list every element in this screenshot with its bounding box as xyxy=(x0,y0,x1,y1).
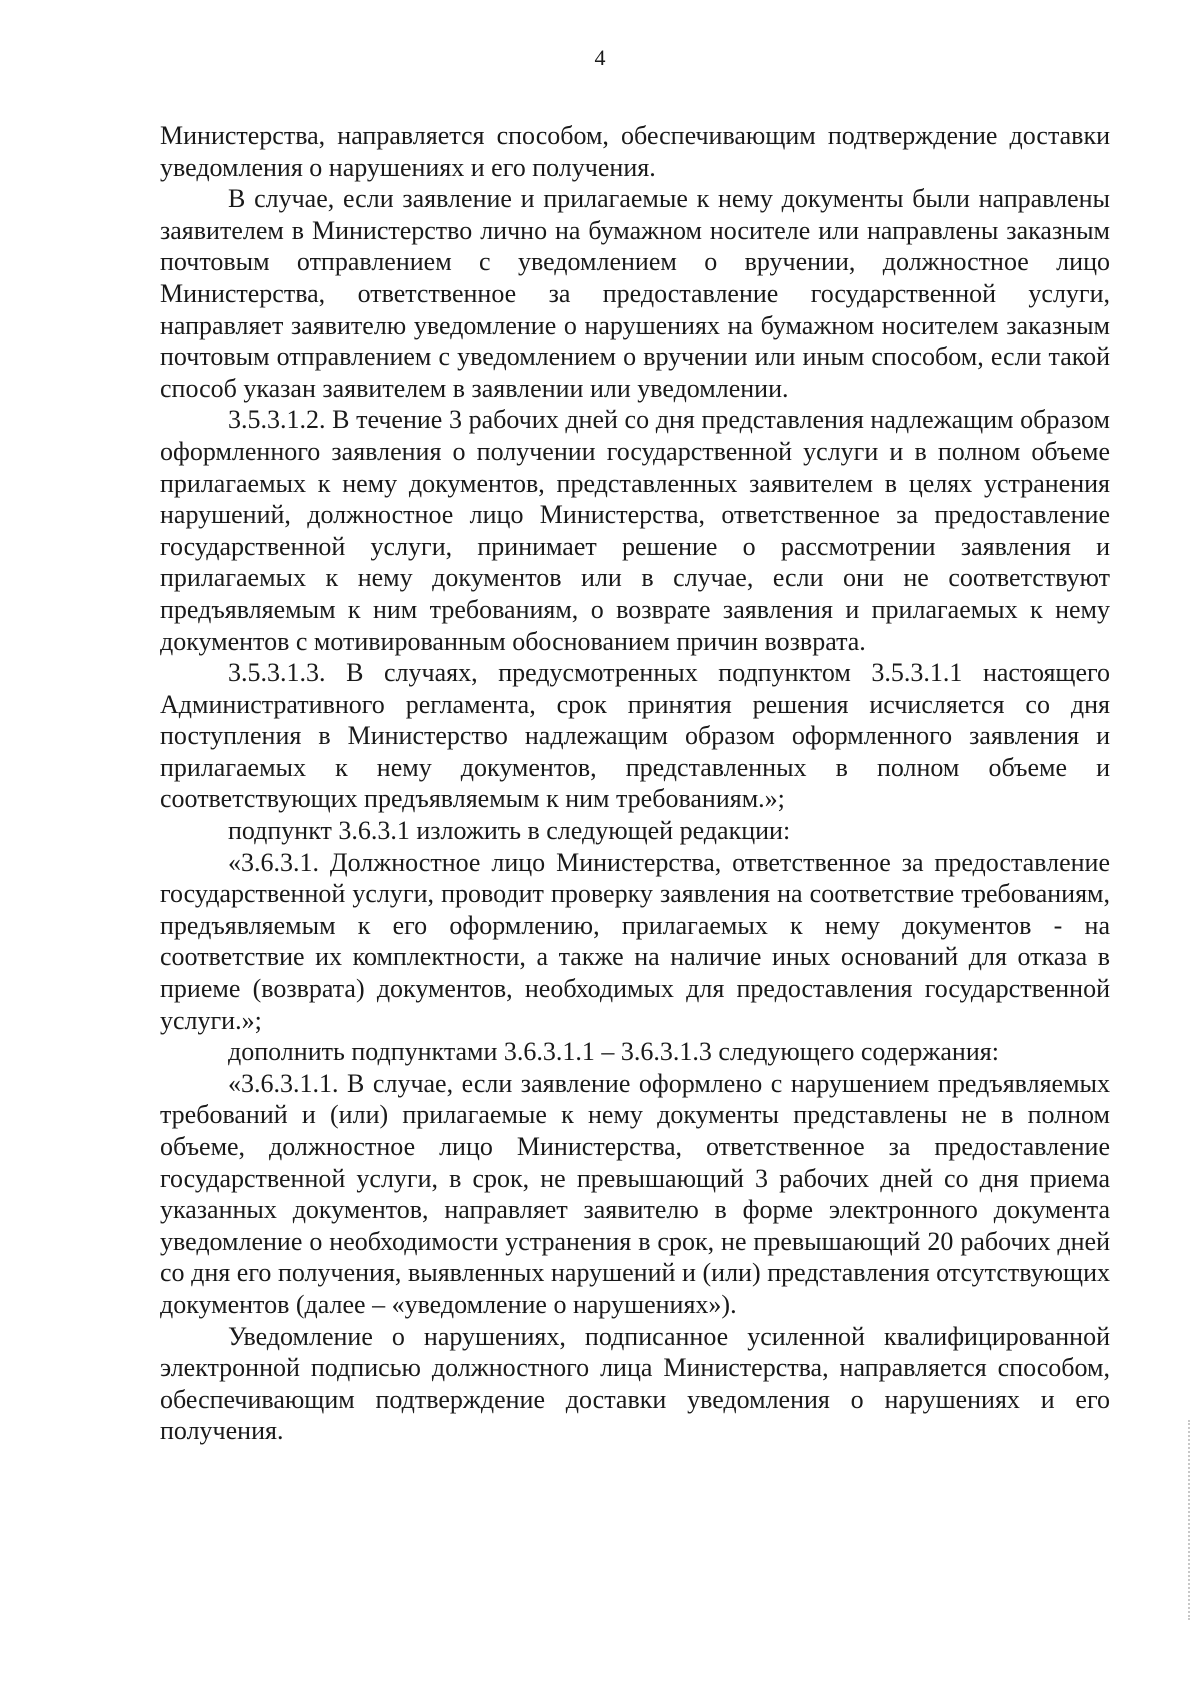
paragraph-3-6-3-1-1: «3.6.3.1.1. В случае, если заявление оформлено с нарушением предъявляемых требований и (или) прилагаемые к нему документы представлены не в полном объеме, должностное лицо Министерства, ответственное за предоставление государственной услуги, в срок, не превышающий 3 рабочих дней со дня приема указанных документов, направляет заявителю в форме электронного документа уведомление о необходимости устранения в срок, не превышающий 20 рабочих дней со дня его получения, выявленных нарушений и (или) представления отсутствующих документов (далее – «уведомление о нарушениях»). xyxy=(160,1068,1110,1319)
paragraph-amend-3-6-3-1: подпункт 3.6.3.1 изложить в следующей редакции: xyxy=(228,816,791,846)
paragraph-3-5-3-1-3: 3.5.3.1.3. В случаях, предусмотренных подпунктом 3.5.3.1.1 настоящего Административного регламента, срок принятия решения исчисляется со дня поступления в Министерство надлежащим образом оформленного заявления и прилагаемых к нему документов, представленных в полном объеме и соответствующих предъявляемым к ним требованиям.»; xyxy=(160,658,1110,814)
paragraph-3-5-3-1-2: 3.5.3.1.2. В течение 3 рабочих дней со дня представления надлежащим образом оформленного заявления о получении государственной услуги и в полном объеме прилагаемых к нему документов, представленных заявителем в целях устранения нарушений, должностное лицо Министерства, ответственное за предоставление государственной услуги, принимает решение о рассмотрении заявления и прилагаемых к нему документов или в случае, если они не соответствуют предъявляемым к ним требованиям, о возврате заявления и прилагаемых к нему документов с мотивированным обоснованием причин возврата. xyxy=(160,405,1110,656)
paragraph-3-6-3-1: «3.6.3.1. Должностное лицо Министерства, ответственное за предоставление государственной услуги, проводит проверку заявления на соответствие требованиям, предъявляемым к его оформлению, прилагаемых к нему документов - на соответствие их комплектности, а также на наличие иных оснований для отказа в приеме (возврата) документов, необходимых для предоставления государственной услуги.»; xyxy=(160,847,1110,1035)
page-number: 4 xyxy=(594,45,606,70)
document-body xyxy=(160,120,1110,1447)
paragraph-violation-notice: Уведомление о нарушениях, подписанное усиленной квалифицированной электронной подписью должностного лица Министерства, направляется способом, обеспечивающим подтверждение доставки уведомления о нарушениях и его получения. xyxy=(160,1321,1110,1446)
scan-edge-marks xyxy=(1186,1420,1190,1620)
paragraph-continuation: Министерства, направляется способом, обеспечивающим подтверждение доставки уведомления о нарушениях и его получения. xyxy=(160,121,1110,182)
paragraph-supplement-subclauses: дополнить подпунктами 3.6.3.1.1 – 3.6.3.1.3 следующего содержания: xyxy=(228,1037,999,1067)
paragraph-paper-notice: В случае, если заявление и прилагаемые к нему документы были направлены заявителем в Министерство лично на бумажном носителе или направлены заказным почтовым отправлением с уведомлением о вручении, должностное лицо Министерства, ответственное за предоставление государственной услуги, направляет заявителю уведомление о нарушениях на бумажном носителем заказным почтовым отправлением с уведомлением о вручении или иным способом, если такой способ указан заявителем в заявлении или уведомлении. xyxy=(160,184,1110,403)
